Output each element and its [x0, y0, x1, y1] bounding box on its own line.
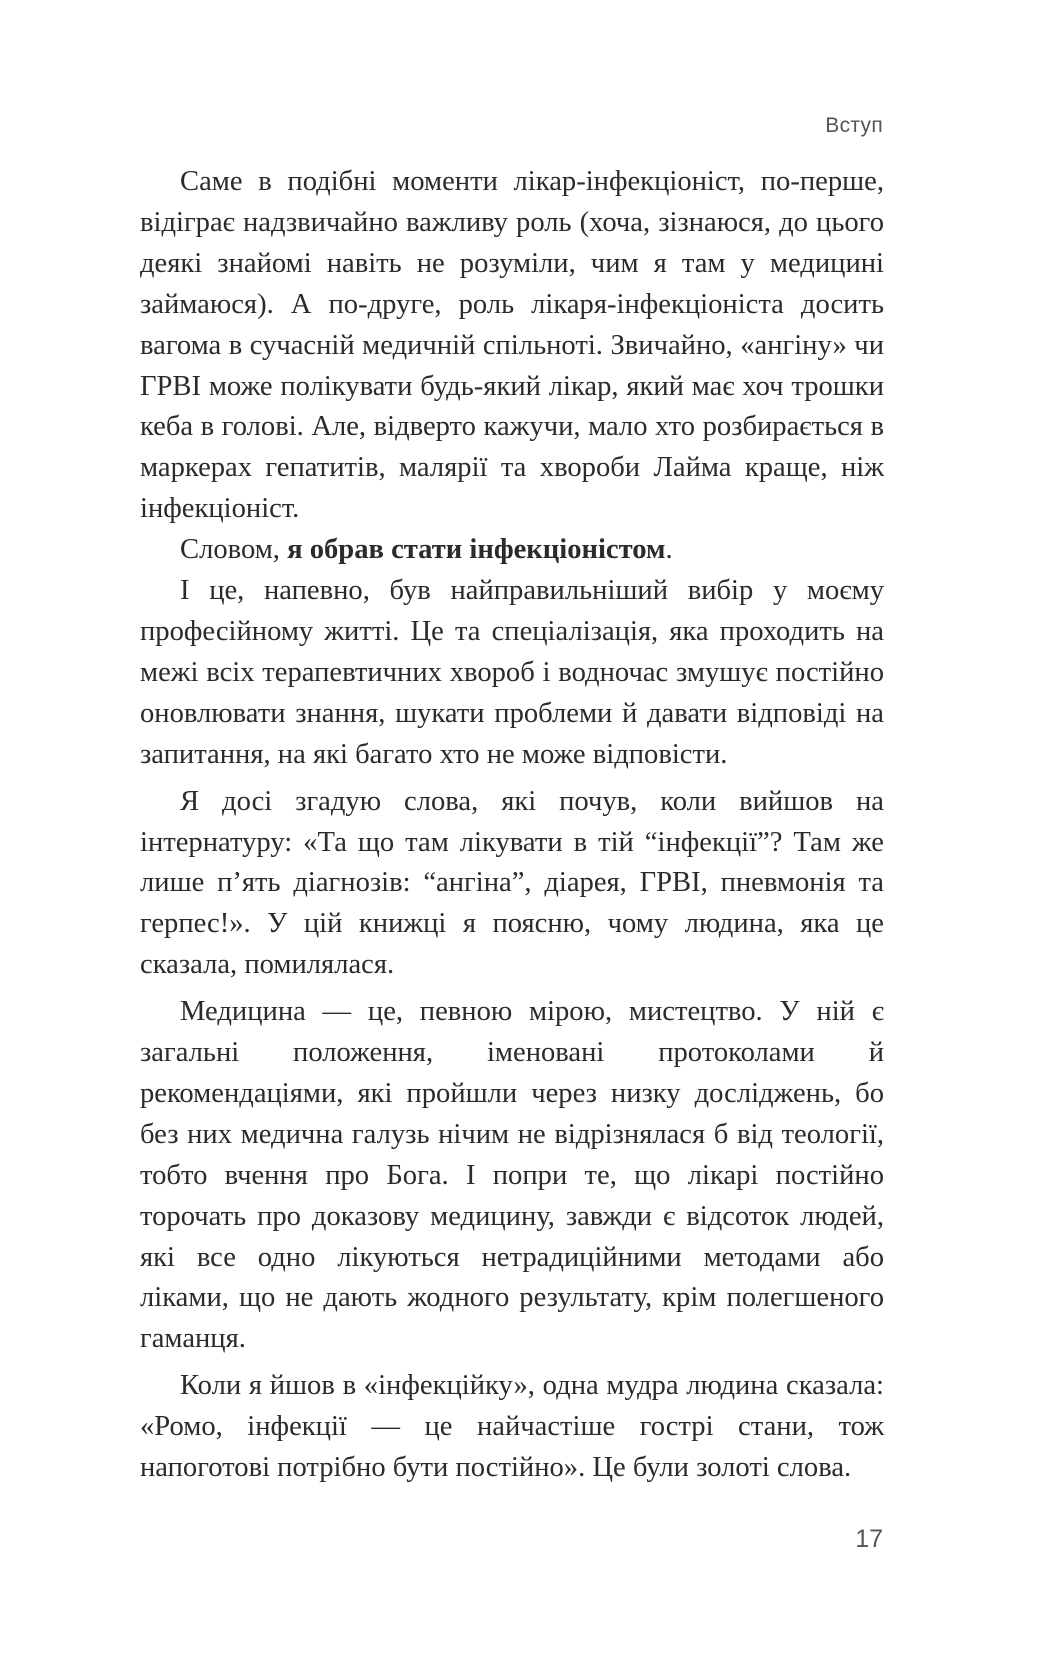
paragraph: Медицина — це, певною мірою, мистецтво. У ній є загальні положення, іменовані протоколами й рекомендаціями, які пройшли через низку досліджень, бо без них медична галузь нічим не відрізнялася б від теології, тобто вчення про Бога. І попри те, що лікарі постійно торочать про доказову медицину, завжди є відсоток людей, які все одно лікуються нетрадиційними методами або ліками, що не дають жодного результату, крім полегшеного гаманця. — [140, 996, 884, 1355]
paragraph: Саме в подібні моменти лікар-інфекціоніст, по-перше, відіграє надзвичайно важливу роль (хоча, зізнаюся, до цього деякі знайомі навіть не розуміли, чим я там у медицині займаюся). А по-друге, роль лікаря-інфекціоніста досить вагома в сучасній медичній спільноті. Звичайно, «ангіну» чи ГРВІ може полікувати будь-який лікар, який має хоч трошки кеба в голові. Але, відверто кажучи, мало хто розбирається в маркерах гепатитів, малярії та хвороби Лайма краще, ніж інфекціоніст. — [140, 166, 884, 525]
paragraph — [140, 530, 884, 571]
paragraph-lead: Словом, — [180, 534, 288, 566]
paragraph: Я досі згадую слова, які почув, коли вийшов на інтернатуру: «Та що там лікувати в тій “інфекції”? Там же лише п’ять діагнозів: “ангіна”, діарея, ГРВІ, пневмонія та герпес!». У цій книжці я поясню, чому людина, яка це сказала, помилялася. — [140, 785, 884, 981]
emphasized-phrase: я обрав стати інфекціоністом — [287, 534, 666, 566]
running-head: Вступ — [825, 114, 883, 137]
paragraph-tail: . — [665, 534, 673, 566]
body-text — [140, 162, 884, 1489]
page-number: 17 — [855, 1525, 883, 1553]
paragraph: Коли я йшов в «інфекційку», одна мудра людина сказала: «Ромо, інфекції — це найчастіше гострі стани, тож напоготові потрібно бути постійно». Це були золоті слова. — [140, 1370, 884, 1484]
paragraph: І це, напевно, був найправильніший вибір у моєму професійному житті. Це та спеціалізація, яка проходить на межі всіх терапевтичних хвороб і водночас змушує постійно оновлювати знання, шукати проблеми й давати відповіді на запитання, на які багато хто не може відповісти. — [140, 575, 884, 770]
